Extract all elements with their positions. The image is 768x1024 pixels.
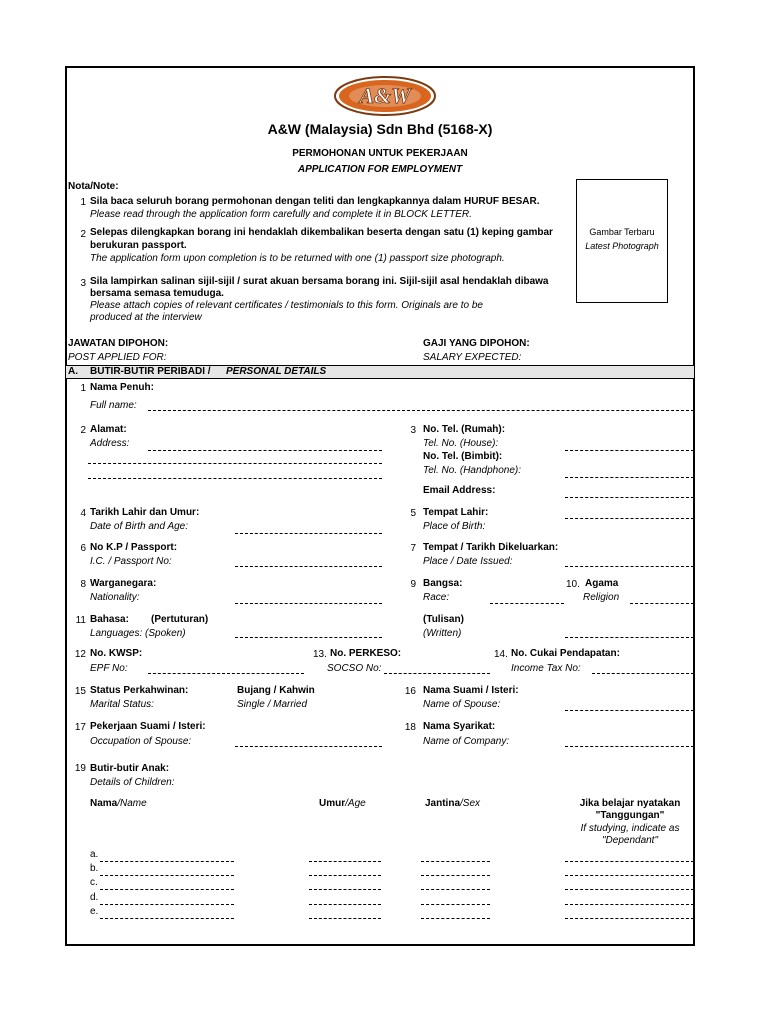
issued-label-ms: Tempat / Tarikh Dikeluarkan: (423, 542, 559, 553)
birthplace-input[interactable] (565, 518, 694, 519)
note-label: Nota/Note: (68, 181, 119, 192)
child-e-age-input[interactable] (309, 918, 381, 919)
note-2-num: 2 (80, 229, 86, 240)
email-input[interactable] (565, 497, 694, 498)
child-d-age-input[interactable] (309, 904, 381, 905)
child-row-e-label: e. (90, 906, 99, 917)
children-label-en: Details of Children: (90, 777, 175, 788)
religion-label-ms: Agama (585, 578, 619, 589)
field-6-num: 6 (80, 543, 86, 554)
field-17-num: 17 (74, 722, 86, 733)
child-e-sex-input[interactable] (421, 918, 490, 919)
child-c-sex-input[interactable] (421, 889, 490, 890)
note-2-en: The application form upon completion is to be returned with one (1) passport size photograph. (90, 253, 505, 264)
ic-label-ms: No K.P / Passport: (90, 542, 178, 553)
child-row-b-label: b. (90, 863, 99, 874)
religion-input[interactable] (630, 603, 694, 604)
note-3-ms1: Sila lampirkan salinan sijil-sijil / surat akuan bersama borang ini. Sijil-sijil asal hendaklah dibawa (90, 276, 549, 287)
socso-label-en: SOCSO No: (327, 663, 382, 674)
section-a-title-en: PERSONAL DETAILS (226, 366, 327, 377)
child-c-dep-input[interactable] (565, 889, 694, 890)
company-label-en: Name of Company: (423, 736, 510, 747)
title-en: APPLICATION FOR EMPLOYMENT (297, 164, 463, 175)
field-3-num: 3 (410, 425, 416, 436)
child-b-age-input[interactable] (309, 875, 381, 876)
section-a-letter: A. (68, 366, 78, 377)
marital-options-en[interactable]: Single / Married (237, 699, 308, 710)
photo-label-en: Latest Photograph (585, 241, 659, 251)
full-name-input[interactable] (148, 410, 694, 411)
spouse-name-label-ms: Nama Suami / Isteri: (423, 685, 519, 696)
spouse-name-input[interactable] (565, 710, 694, 711)
children-label-ms: Butir-butir Anak: (90, 763, 170, 774)
field-7-num: 7 (410, 543, 416, 554)
child-c-name-input[interactable] (100, 889, 234, 890)
field-16-num: 16 (404, 686, 416, 697)
tax-label-en: Income Tax No: (511, 663, 581, 674)
language-written-label-en: (Written) (423, 628, 462, 639)
post-label-ms: JAWATAN DIPOHON: (68, 338, 169, 349)
note-3-ms2: bersama semasa temuduga. (90, 288, 224, 299)
socso-label-ms: No. PERKESO: (330, 648, 402, 659)
tax-label-ms: No. Cukai Pendapatan: (511, 648, 620, 659)
address-input-3[interactable] (88, 478, 382, 479)
spouse-occupation-input[interactable] (235, 746, 382, 747)
address-label-ms: Alamat: (90, 424, 127, 435)
tel-mobile-label-en: Tel. No. (Handphone): (423, 465, 522, 476)
col-sex-header: Jantina/Sex (425, 798, 481, 809)
field-15-num: 15 (74, 686, 86, 697)
child-a-sex-input[interactable] (421, 861, 490, 862)
col-dependant-ms2: "Tanggungan" (595, 810, 665, 821)
religion-label-en: Religion (583, 592, 620, 603)
post-label-en: POST APPLIED FOR: (68, 352, 167, 363)
dob-label-en: Date of Birth and Age: (90, 521, 189, 532)
child-d-sex-input[interactable] (421, 904, 490, 905)
tel-mobile-label-ms: No. Tel. (Bimbit): (423, 451, 503, 462)
language-label-ms: Bahasa: (90, 614, 129, 625)
logo-text: A&W (359, 83, 411, 108)
dob-input[interactable] (235, 533, 382, 534)
full-name-label-en: Full name: (90, 400, 137, 411)
socso-input[interactable] (384, 673, 490, 674)
field-9-num: 9 (410, 579, 416, 590)
race-input[interactable] (490, 603, 564, 604)
tax-input[interactable] (592, 673, 694, 674)
tel-mobile-input[interactable] (565, 477, 694, 478)
field-5-num: 5 (410, 508, 416, 519)
marital-label-en: Marital Status: (90, 699, 154, 710)
full-name-label-ms: Nama Penuh: (90, 382, 154, 393)
title-ms: PERMOHONAN UNTUK PEKERJAAN (292, 148, 468, 159)
salary-label-ms: GAJI YANG DIPOHON: (423, 338, 530, 349)
email-label: Email Address: (423, 485, 496, 496)
aw-logo (334, 76, 436, 116)
dob-label-ms: Tarikh Lahir dan Umur: (90, 507, 200, 518)
nationality-input[interactable] (235, 603, 382, 604)
salary-label-en: SALARY EXPECTED: (423, 352, 522, 363)
epf-input[interactable] (148, 673, 304, 674)
language-spoken-label-ms: (Pertuturan) (151, 614, 209, 625)
child-b-name-input[interactable] (100, 875, 234, 876)
tel-house-label-en: Tel. No. (House): (423, 438, 499, 449)
epf-label-ms: No. KWSP: (90, 648, 143, 659)
field-13-num: 13. (313, 649, 327, 660)
child-b-dep-input[interactable] (565, 875, 694, 876)
note-1-en: Please read through the application form carefully and complete it in BLOCK LETTER. (90, 209, 472, 220)
marital-label-ms: Status Perkahwinan: (90, 685, 189, 696)
spouse-occupation-label-ms: Pekerjaan Suami / Isteri: (90, 721, 206, 732)
issued-label-en: Place / Date Issued: (423, 556, 513, 567)
address-input-1[interactable] (148, 450, 382, 451)
tel-house-input[interactable] (565, 450, 694, 451)
child-row-d-label: d. (90, 892, 99, 903)
epf-label-en: EPF No: (90, 663, 128, 674)
child-row-c-label: c. (90, 877, 98, 888)
child-e-name-input[interactable] (100, 918, 234, 919)
nationality-label-en: Nationality: (90, 592, 140, 603)
child-e-dep-input[interactable] (565, 918, 694, 919)
note-3-en2: produced at the interview (90, 312, 202, 323)
child-b-sex-input[interactable] (421, 875, 490, 876)
col-dependant-en2: "Dependant" (601, 835, 659, 846)
field-11-num: 11 (75, 615, 86, 626)
language-spoken-input[interactable] (235, 637, 382, 638)
company-input[interactable] (565, 746, 694, 747)
company-name: A&W (Malaysia) Sdn Bhd (5168-X) (267, 121, 493, 137)
field-12-num: 12 (74, 649, 86, 660)
field-2-num: 2 (80, 425, 86, 436)
child-a-age-input[interactable] (309, 861, 381, 862)
issued-input[interactable] (565, 566, 694, 567)
race-label-ms: Bangsa: (423, 578, 463, 589)
language-label-en: Languages: (Spoken) (90, 628, 186, 639)
marital-options-ms[interactable]: Bujang / Kahwin (237, 685, 315, 696)
child-a-dep-input[interactable] (565, 861, 694, 862)
ic-label-en: I.C. / Passport No: (90, 556, 172, 567)
address-label-en: Address: (90, 438, 130, 449)
note-2-ms2: berukuran passport. (90, 240, 187, 251)
col-name-header: Nama/Name (90, 798, 147, 809)
spouse-name-label-en: Name of Spouse: (423, 699, 501, 710)
company-label-ms: Nama Syarikat: (423, 721, 496, 732)
child-d-name-input[interactable] (100, 904, 234, 905)
field-10-num: 10. (566, 579, 580, 590)
child-a-name-input[interactable] (100, 861, 234, 862)
field-19-num: 19 (74, 763, 86, 774)
race-label-en: Race: (423, 592, 450, 603)
address-input-2[interactable] (88, 463, 382, 464)
note-1-ms: Sila baca seluruh borang permohonan dengan teliti dan lengkapkannya dalam HURUF BESAR. (90, 196, 540, 207)
birthplace-label-en: Place of Birth: (423, 521, 486, 532)
field-14-num: 14. (494, 649, 508, 660)
note-1-num: 1 (80, 197, 86, 208)
col-dependant-ms1: Jika belajar nyatakan (579, 798, 681, 809)
tel-house-label-ms: No. Tel. (Rumah): (423, 424, 506, 435)
language-written-label-ms: (Tulisan) (423, 614, 464, 625)
photo-label-ms: Gambar Terbaru (589, 227, 655, 237)
field-4-num: 4 (80, 508, 86, 519)
nationality-label-ms: Warganegara: (90, 578, 157, 589)
child-row-a-label: a. (90, 849, 99, 860)
col-age-header: Umur/Age (319, 798, 366, 809)
language-written-input[interactable] (565, 637, 694, 638)
child-c-age-input[interactable] (309, 889, 381, 890)
section-a-title-ms: BUTIR-BUTIR PERIBADI / (90, 366, 211, 377)
child-d-dep-input[interactable] (565, 904, 694, 905)
ic-input[interactable] (235, 566, 382, 567)
note-3-en1: Please attach copies of relevant certificates / testimonials to this form. Originals are to be (90, 300, 483, 311)
spouse-occupation-label-en: Occupation of Spouse: (90, 736, 192, 747)
col-dependant-en1: If studying, indicate as (580, 823, 680, 834)
field-1-num: 1 (80, 383, 86, 394)
note-3-num: 3 (80, 278, 86, 289)
field-8-num: 8 (80, 579, 86, 590)
birthplace-label-ms: Tempat Lahir: (423, 507, 489, 518)
field-18-num: 18 (404, 722, 416, 733)
note-2-ms1: Selepas dilengkapkan borang ini hendaklah dikembalikan beserta dengan satu (1) keping gambar (90, 227, 553, 238)
